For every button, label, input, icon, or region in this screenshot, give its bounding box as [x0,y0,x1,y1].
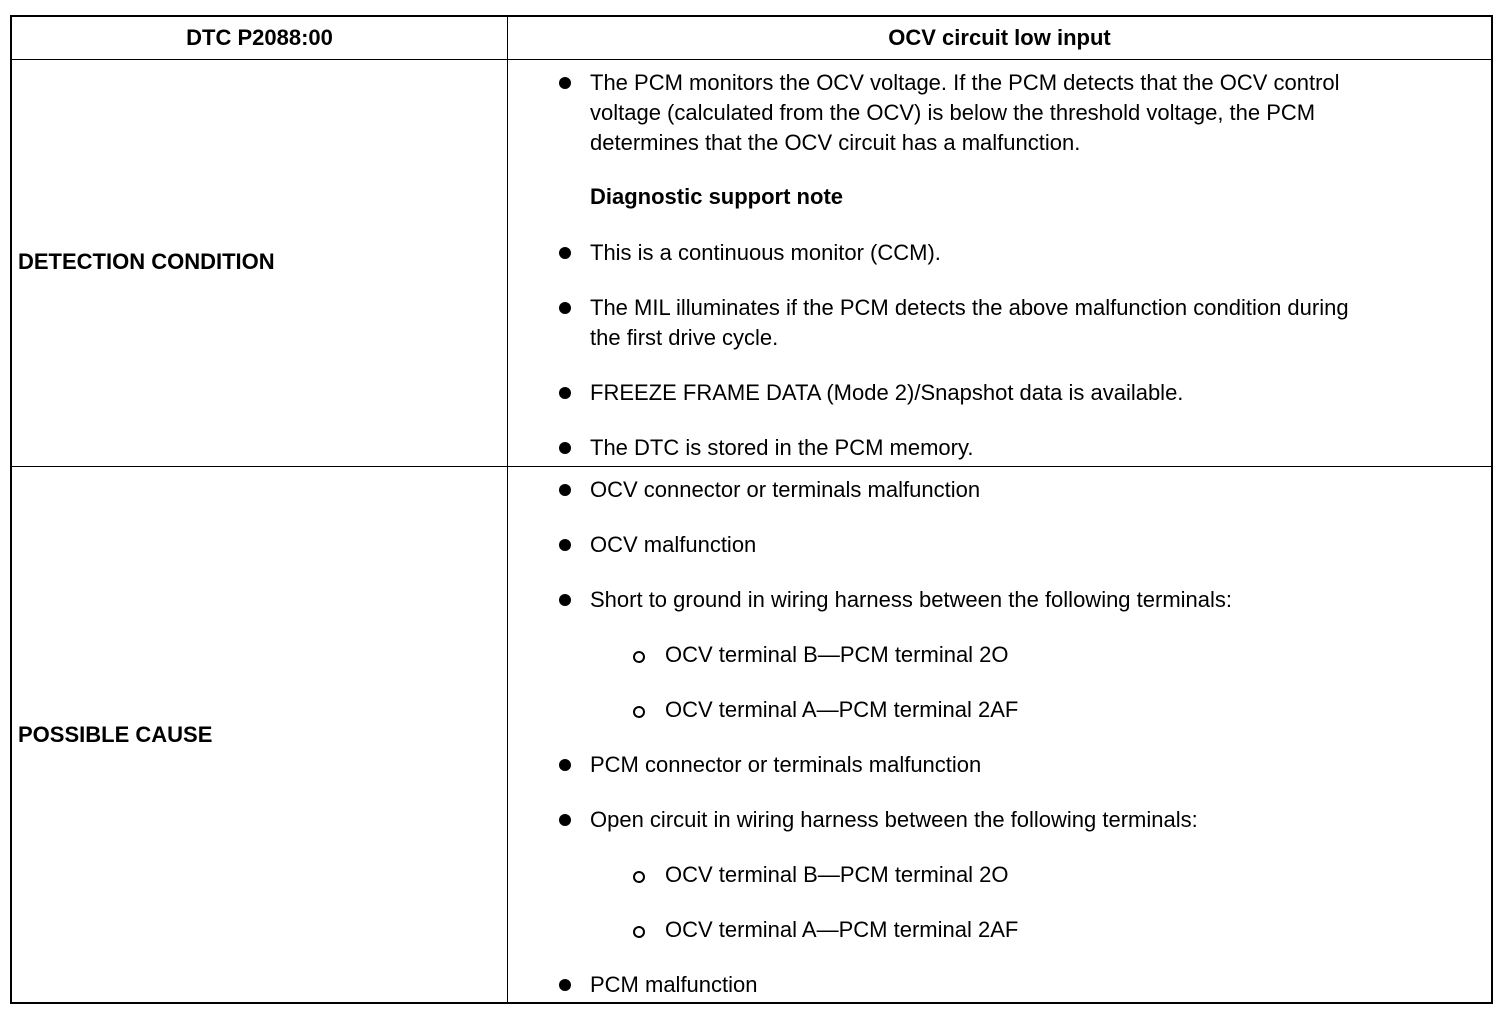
cause-subitem: OCV terminal A—PCM terminal 2AF [665,697,1019,722]
detection-paragraph-line: voltage (calculated from the OCV) is below the threshold voltage, the PCM [590,100,1316,125]
bullet-icon [559,539,571,551]
bullet-icon [559,979,571,991]
diagnostic-support-note-title: Diagnostic support note [590,184,843,209]
detection-paragraph-line: determines that the OCV circuit has a malfunction. [590,130,1081,155]
detection-item: The MIL illuminates if the PCM detects the above malfunction condition during [590,295,1349,320]
cause-item: PCM connector or terminals malfunction [590,752,982,777]
detection-item-continued: the first drive cycle. [590,325,779,350]
dtc-code-header: DTC P2088:00 [186,25,333,50]
bullet-icon [559,442,571,454]
hollow-bullet-icon [633,871,645,883]
bullet-icon [559,484,571,496]
detection-item: FREEZE FRAME DATA (Mode 2)/Snapshot data is available. [590,380,1184,405]
bullet-icon [559,302,571,314]
hollow-bullet-icon [633,926,645,938]
cause-subitem: OCV terminal B—PCM terminal 2O [665,862,1009,887]
dtc-title-header: OCV circuit low input [888,25,1111,50]
bullet-icon [559,247,571,259]
hollow-bullet-icon [633,706,645,718]
cause-item: OCV malfunction [590,532,757,557]
bullet-icon [559,759,571,771]
bullet-icon [559,594,571,606]
dtc-table [10,15,1493,1004]
possible-cause-cell [508,467,1491,1002]
cause-subitem: OCV terminal A—PCM terminal 2AF [665,917,1019,942]
bullet-icon [559,77,571,89]
detection-item: The DTC is stored in the PCM memory. [590,435,974,460]
detection-paragraph-line: The PCM monitors the OCV voltage. If the PCM detects that the OCV control [590,70,1340,95]
hollow-bullet-icon [633,651,645,663]
cause-item: PCM malfunction [590,972,758,997]
cause-subitem: OCV terminal B—PCM terminal 2O [665,642,1009,667]
bullet-icon [559,814,571,826]
detection-condition-label: DETECTION CONDITION [18,249,275,274]
cause-item: OCV connector or terminals malfunction [590,477,981,502]
detection-item: This is a continuous monitor (CCM). [590,240,941,265]
detection-condition-cell [508,60,1491,466]
cause-item: Short to ground in wiring harness between the following terminals: [590,587,1233,612]
cause-item: Open circuit in wiring harness between the following terminals: [590,807,1198,832]
possible-cause-label: POSSIBLE CAUSE [18,722,213,747]
bullet-icon [559,387,571,399]
